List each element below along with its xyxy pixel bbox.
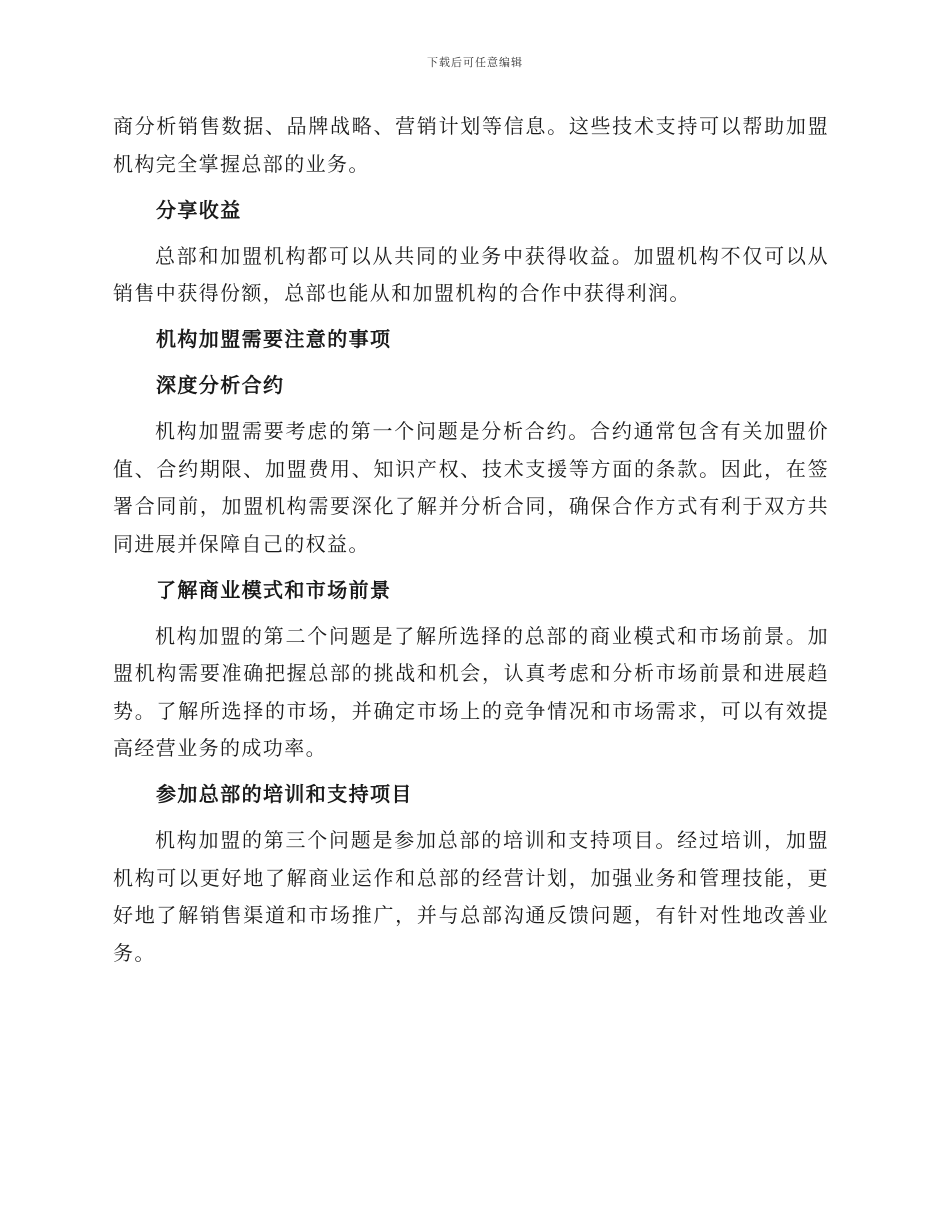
heading-franchise-notes: 机构加盟需要注意的事项 bbox=[156, 327, 392, 351]
heading-share-profit: 分享收益 bbox=[156, 197, 242, 222]
heading-business-model: 了解商业模式和市场前景 bbox=[156, 577, 392, 602]
paragraph-share-profit: 总部和加盟机构都可以从共同的业务中获得收益。加盟机构不仅可以从销售中获得份额，总部也能从和加盟机构的合作中获得利润。 bbox=[113, 243, 829, 305]
paragraph-continued: 商分析销售数据、品牌战略、营销计划等信息。这些技术支持可以帮助加盟机构完全掌握总部的业务。 bbox=[113, 114, 829, 176]
heading-contract-analysis: 深度分析合约 bbox=[156, 373, 285, 397]
paragraph-contract-analysis: 机构加盟需要考虑的第一个问题是分析合约。合约通常包含有关加盟价值、合约期限、加盟费用、知识产权、技术支援等方面的条款。因此，在签署合同前，加盟机构需要深化了解并分析合同，确保合作方式有利于双方共同进展并保障自己的权益。 bbox=[113, 419, 829, 556]
page-header: 下载后可任意编辑 bbox=[427, 56, 523, 69]
document-body bbox=[113, 108, 829, 972]
paragraph-business-model: 机构加盟的第二个问题是了解所选择的总部的商业模式和市场前景。加盟机构需要准确把握总部的挑战和机会，认真考虑和分析市场前景和进展趋势。了解所选择的市场，并确定市场上的竞争情况和市场需求，可以有效提高经营业务的成功率。 bbox=[113, 623, 829, 760]
paragraph-training-support: 机构加盟的第三个问题是参加总部的培训和支持项目。经过培训，加盟机构可以更好地了解商业运作和总部的经营计划，加强业务和管理技能，更好地了解销售渠道和市场推广，并与总部沟通反馈问题，有针对性地改善业务。 bbox=[113, 828, 829, 965]
heading-training-support: 参加总部的培训和支持项目 bbox=[156, 782, 413, 806]
